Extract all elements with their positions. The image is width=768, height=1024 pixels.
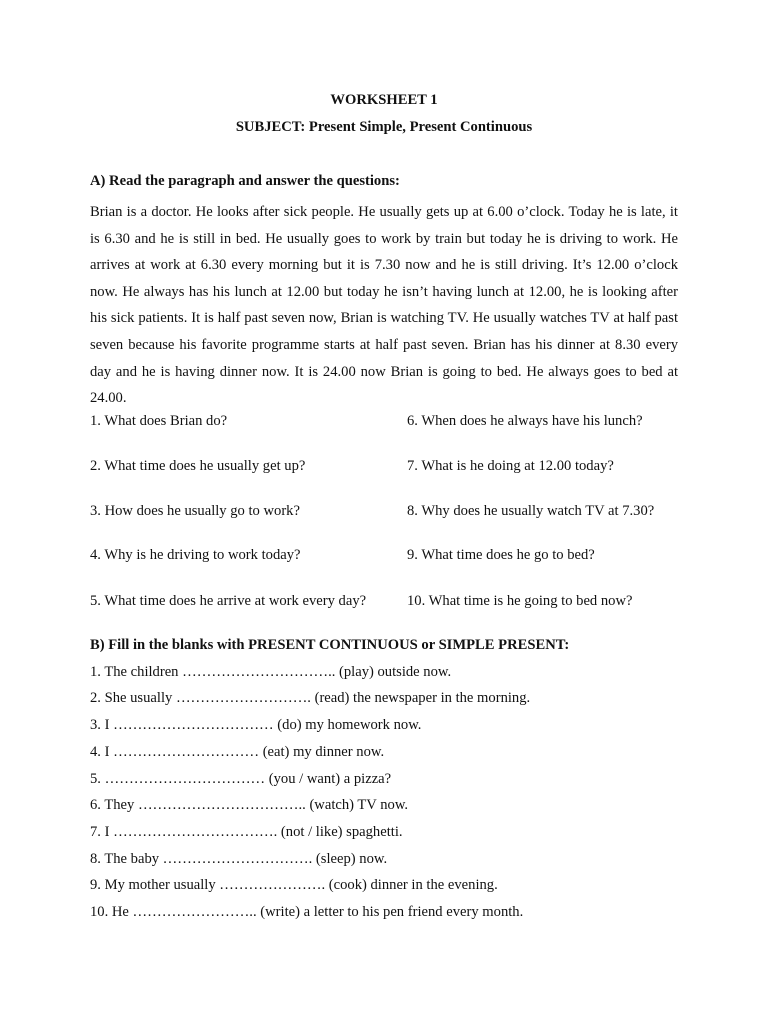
question-8: 8. Why does he usually watch TV at 7.30? <box>407 503 655 519</box>
section-b-heading: B) Fill in the blanks with PRESENT CONTINUOUS or SIMPLE PRESENT: <box>90 637 570 653</box>
question-6: 6. When does he always have his lunch? <box>407 413 643 429</box>
worksheet-title: WORKSHEET 1 <box>330 92 438 108</box>
question-4: 4. Why is he driving to work today? <box>90 547 301 563</box>
fill-blank-item-6: 6. They …………………………….. (watch) TV now. <box>90 797 409 813</box>
fill-blank-item-5: 5. …………………………… (you / want) a pizza? <box>90 771 392 787</box>
question-10: 10. What time is he going to bed now? <box>407 593 633 609</box>
fill-blank-item-7: 7. I ……………………………. (not / like) spaghetti. <box>90 824 403 840</box>
question-5: 5. What time does he arrive at work every day? <box>90 593 367 609</box>
fill-blank-item-9: 9. My mother usually …………………. (cook) dinner in the evening. <box>90 877 498 893</box>
fill-blank-item-2: 2. She usually ………………………. (read) the newspaper in the morning. <box>90 690 531 706</box>
reading-paragraph: Brian is a doctor. He looks after sick people. He usually gets up at 6.00 o’clock. Today he is late, it is 6.30 and he is still in bed. He usually goes to work by train but today he is driving to work. He arrives at work at 6.30 every morning but it is 7.30 now and he is still driving. It’s 12.00 o’clock now. He always has his lunch at 12.00 but today he isn’t having lunch at 12.00, he is looking after his sick patients. It is half past seven now, Brian is watching TV. He usually watches TV at half past seven because his favorite programme starts at half past seven. Brian has his dinner at 8.30 every day and he is having dinner now. It is 24.00 now Brian is going to bed. He always goes to bed at 24.00. <box>90 204 678 407</box>
question-2: 2. What time does he usually get up? <box>90 458 306 474</box>
fill-blank-item-1: 1. The children ………………………….. (play) outside now. <box>90 664 452 680</box>
fill-blank-item-3: 3. I …………………………… (do) my homework now. <box>90 717 422 733</box>
question-9: 9. What time does he go to bed? <box>407 547 595 563</box>
fill-blank-item-4: 4. I ………………………… (eat) my dinner now. <box>90 744 385 760</box>
fill-blank-item-10: 10. He …………………….. (write) a letter to his pen friend every month. <box>90 904 524 920</box>
question-3: 3. How does he usually go to work? <box>90 503 300 519</box>
question-7: 7. What is he doing at 12.00 today? <box>407 458 614 474</box>
question-1: 1. What does Brian do? <box>90 413 228 429</box>
fill-blank-item-8: 8. The baby …………………………. (sleep) now. <box>90 851 388 867</box>
section-a-heading: A) Read the paragraph and answer the questions: <box>90 173 400 189</box>
worksheet-subject: SUBJECT: Present Simple, Present Continuous <box>235 119 533 135</box>
